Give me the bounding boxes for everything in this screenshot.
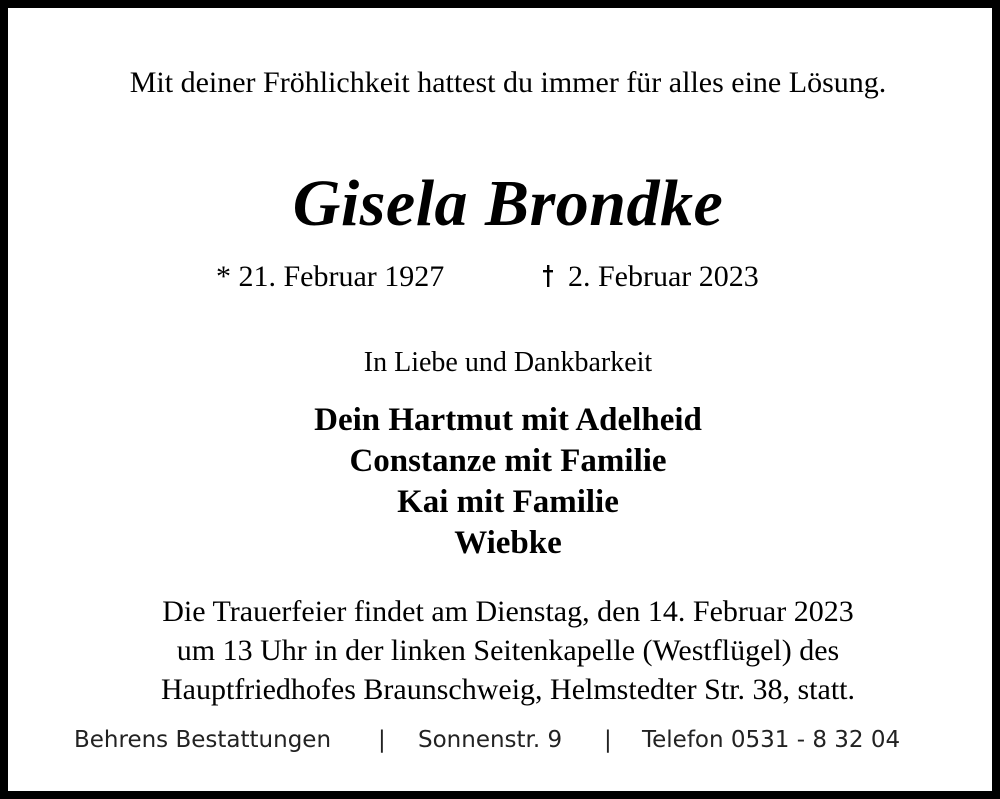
death-date-group (542, 257, 759, 297)
mourner-line: Wiebke (454, 525, 562, 561)
ceremony-line: Die Trauerfeier findet am Dienstag, den 14. Februar 2023 (162, 595, 854, 628)
thanks-line: In Liebe und Dankbarkeit (363, 347, 653, 378)
birth-date: * 21. Februar 1927 (216, 260, 445, 293)
funeral-home-name: Behrens Bestattungen (74, 727, 332, 753)
footer-separator: | (378, 727, 386, 753)
mourner-line: Kai mit Familie (397, 484, 619, 520)
footer-separator: | (604, 727, 612, 753)
cross-icon (542, 264, 554, 288)
funeral-home-address: Sonnenstr. 9 (418, 727, 563, 753)
mourner-line: Constanze mit Familie (349, 443, 667, 479)
life-dates (8, 257, 1000, 297)
ceremony-line: um 13 Uhr in der linken Seitenkapelle (Westflügel) des (176, 634, 840, 667)
funeral-home-footer (8, 720, 1000, 760)
deceased-name: Gisela Brondke (292, 167, 724, 240)
ceremony-line: Hauptfriedhofes Braunschweig, Helmstedter Str. 38, statt. (160, 673, 855, 706)
funeral-home-phone: Telefon 0531 - 8 32 04 (642, 727, 901, 753)
mourners-list (8, 400, 1000, 564)
memorial-motto: Mit deiner Fröhlichkeit hattest du immer für alles eine Lösung. (129, 66, 887, 99)
ceremony-announcement (8, 592, 1000, 709)
mourner-line: Dein Hartmut mit Adelheid (314, 402, 702, 438)
death-date: 2. Februar 2023 (568, 260, 759, 293)
